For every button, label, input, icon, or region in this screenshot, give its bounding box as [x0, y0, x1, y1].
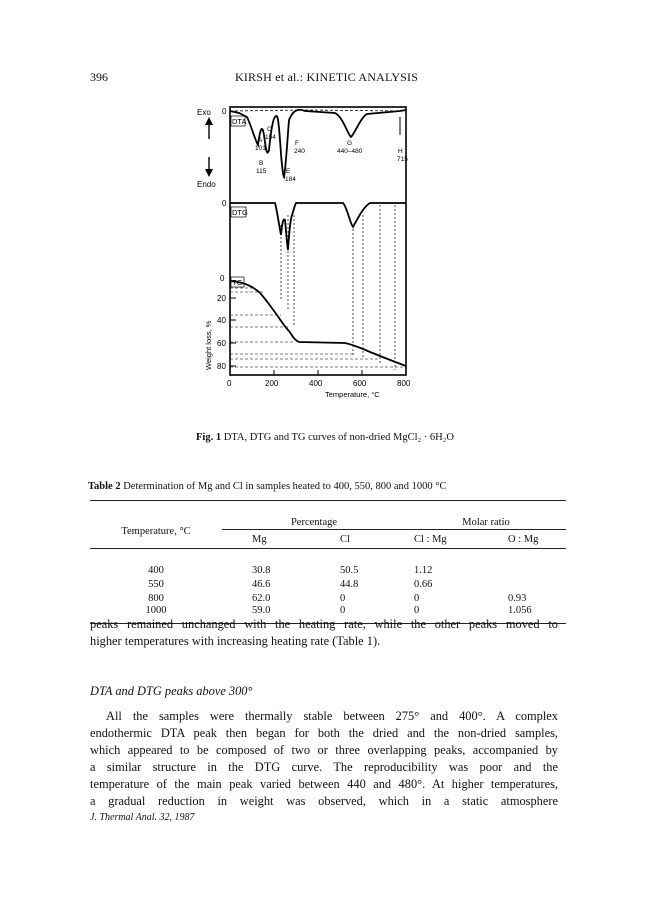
- peak-e: E: [286, 168, 291, 175]
- peak-g-temp: 440–480: [337, 148, 363, 155]
- percentage-header: Percentage: [222, 515, 406, 530]
- table-row: [90, 591, 566, 605]
- table-row: [90, 577, 566, 591]
- figure-caption-text: DTA, DTG and TG curves of non-dried MgCl₂ · 6H₂O: [221, 432, 454, 443]
- row-header: Temperature, °C: [90, 515, 222, 549]
- cell-cl: 44.8: [340, 578, 359, 590]
- table-caption: [88, 481, 568, 492]
- cell-cl-mg: 0.66: [414, 578, 433, 590]
- tg-curve: [230, 281, 406, 366]
- col-cl-mg: Cl : Mg: [406, 530, 486, 549]
- tg-ytick-20: 20: [217, 294, 226, 303]
- tg-ytick-0: 0: [220, 274, 225, 283]
- cell-cl: 0: [340, 592, 346, 604]
- tg-ytick-60: 60: [217, 339, 226, 348]
- peak-f: F: [295, 140, 299, 147]
- dtg-curve: [230, 203, 406, 250]
- section-heading: DTA and DTG peaks above 300°: [90, 684, 253, 698]
- peak-h-temp: 715: [397, 156, 408, 163]
- cell-mg: 59.0: [222, 605, 314, 624]
- cell-cl: 0: [314, 605, 406, 624]
- peak-h: H: [398, 148, 403, 155]
- dta-baseline: [230, 110, 403, 111]
- cell-mg: 46.6: [252, 578, 271, 590]
- cell-temp: 400: [148, 564, 164, 576]
- xtick-0: 0: [227, 379, 232, 388]
- cell-mg: 30.8: [252, 564, 271, 576]
- exo-arrowhead: [205, 117, 213, 125]
- xtick-200: 200: [265, 379, 279, 388]
- peak-b-temp: 115: [256, 168, 267, 175]
- endo-label: Endo: [197, 180, 216, 189]
- cell-o-mg: [486, 577, 566, 591]
- table-caption-label: Table 2: [88, 481, 121, 492]
- cell-temp: 1000: [90, 605, 222, 624]
- cell-temp: 800: [148, 592, 164, 604]
- dta-panel-label: DTA: [232, 117, 247, 126]
- peak-e-temp: 184: [285, 176, 296, 183]
- footer-journal: J. Thermal Anal. 32, 1987: [90, 812, 195, 823]
- exo-label: Exo: [197, 108, 211, 117]
- col-o-mg: O : Mg: [486, 530, 566, 549]
- paragraph-2-line: a similar structure in the DTG curve. The reproducibility was poor and the: [90, 760, 558, 774]
- peak-b: B: [259, 160, 264, 167]
- figure-caption-label: Fig. 1: [196, 432, 222, 443]
- tg-ytick-40: 40: [217, 316, 226, 325]
- paragraph-2-line: All the samples were thermally stable between 275° and 400°. A complex: [106, 709, 558, 723]
- cell-o-mg: [486, 563, 566, 577]
- xtick-400: 400: [309, 379, 323, 388]
- page-number: 396: [90, 70, 108, 84]
- paragraph-1-line-2: higher temperatures with increasing heating rate (Table 1).: [90, 634, 381, 648]
- running-title: KIRSH et al.: KINETIC ANALYSIS: [235, 70, 419, 84]
- dta-zero: 0: [222, 107, 227, 116]
- dtg-panel-label: DTG: [232, 208, 248, 217]
- cell-cl: 50.5: [340, 564, 359, 576]
- cell-o-mg: 0.93: [508, 592, 527, 604]
- col-cl: Cl: [314, 530, 406, 549]
- tg-ytick-80: 80: [217, 362, 226, 371]
- dtg-zero: 0: [222, 199, 227, 208]
- paragraph-2: [90, 708, 558, 810]
- paragraph-2-line: which appeared to be composed of two or three overlapping peaks, accompanied by: [90, 743, 558, 757]
- paragraph-1: [90, 616, 558, 650]
- col-mg: Mg: [222, 530, 314, 549]
- cell-temp: 550: [148, 578, 164, 590]
- figure-caption: [90, 432, 560, 443]
- paragraph-2-line: temperature of the main peak varied between 440 and 480°. At higher temperatures,: [90, 777, 558, 791]
- xtick-800: 800: [397, 379, 411, 388]
- xtick-600: 600: [353, 379, 367, 388]
- data-table: [90, 500, 566, 624]
- tg-panel-label: TG: [232, 278, 243, 287]
- peak-a-temp: 101: [255, 145, 266, 152]
- cell-o-mg: 1.056: [486, 605, 566, 624]
- y-axis-label: Weight loss, %: [204, 320, 213, 370]
- cell-cl-mg: 0: [414, 592, 420, 604]
- paragraph-2-line: a gradual reduction in weight was observed, which in a static atmosphere: [90, 794, 558, 808]
- paragraph-2-line: endothermic DTA peak then began for both the dried and the non-dried samples,: [90, 726, 558, 740]
- table-row: [90, 563, 566, 577]
- thermal-analysis-figure: [195, 95, 435, 425]
- dta-curve: [230, 110, 406, 177]
- cell-mg: 62.0: [252, 592, 271, 604]
- x-axis-label: Temperature, °C: [325, 390, 380, 399]
- molar-ratio-header: Molar ratio: [406, 515, 566, 530]
- peak-c: C: [267, 126, 272, 133]
- tg-y-ticks: [230, 298, 236, 366]
- peak-guide-lines: [281, 205, 395, 370]
- peak-g: G: [347, 140, 353, 147]
- cell-cl-mg: 1.12: [414, 564, 433, 576]
- peak-a: A: [258, 137, 263, 144]
- peak-c-temp: 154: [265, 134, 276, 141]
- peak-f-temp: 240: [294, 148, 305, 155]
- endo-arrowhead: [205, 169, 213, 177]
- paragraph-1-line-1: peaks remained unchanged with the heating rate, while the other peaks moved to: [90, 617, 558, 631]
- table-caption-text: Determination of Mg and Cl in samples heated to 400, 550, 800 and 1000 °C: [120, 481, 447, 492]
- cell-cl-mg: 0: [406, 605, 486, 624]
